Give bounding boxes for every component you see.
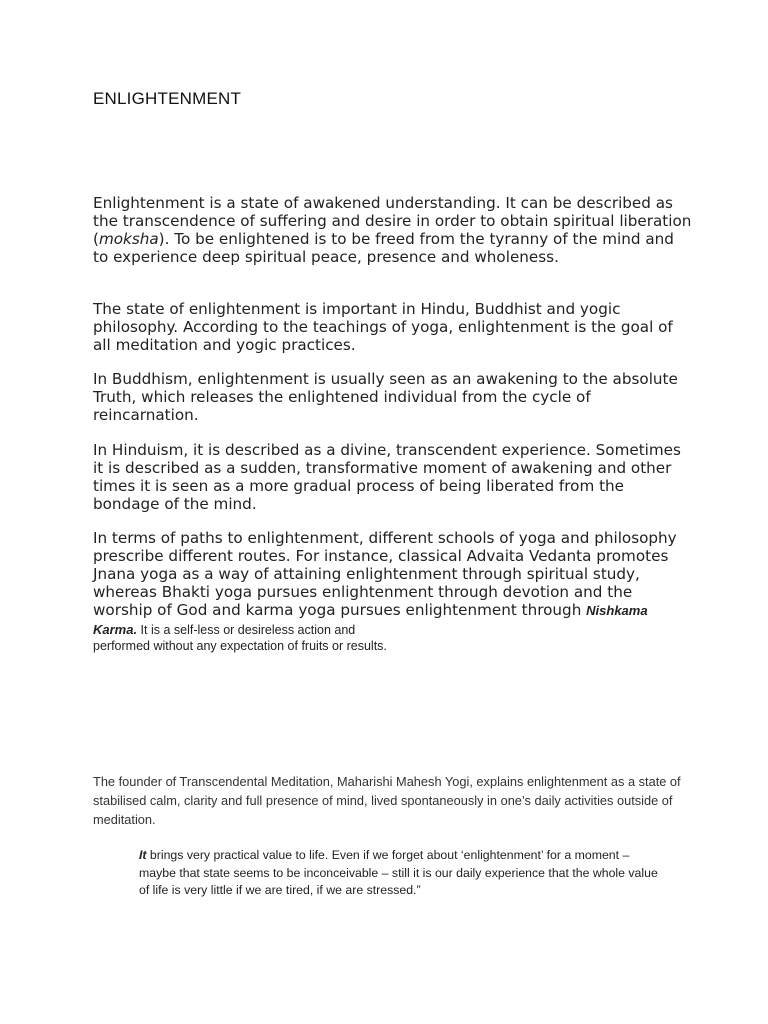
quote-block <box>139 847 659 900</box>
paragraph-definition-after: ). To be enlightened is to be freed from the tyranny of the mind and to experience deep spiritual peace, presence and wholeness. <box>93 230 674 266</box>
quote-text: brings very practical value to life. Even if we forget about ‘enlightenment’ for a moment – maybe that state seems to be inconceivable – still it is our daily experience that the whole value of life is very little if we are tired, if we are stressed.” <box>139 848 658 897</box>
paragraph-paths-main: In terms of paths to enlightenment, different schools of yoga and philosophy prescribe different routes. For instance, classical Advaita Vedanta promotes Jnana yoga as a way of attaining enlightenment through spiritual study, whereas Bhakti yoga pursues enlightenment through devotion and the worship of God and karma yoga pursues enlightenment through <box>93 529 677 619</box>
paragraph-importance: The state of enlightenment is important in Hindu, Buddhist and yogic philosophy. According to the teachings of yoga, enlightenment is the goal of all meditation and yogic practices. <box>93 300 673 354</box>
paragraph-definition-before: Enlightenment is a state of awakened understanding. It can be described as the transcendence of suffering and desire in order to obtain spiritual liberation ( <box>93 194 692 248</box>
paragraph-definition <box>93 194 693 266</box>
nishkama-karma-term: Nishkama Karma. <box>93 603 648 637</box>
paragraph-paths-tail-1: It is a self-less or desireless action and <box>137 623 356 637</box>
paragraph-founder: The founder of Transcendental Meditation, Maharishi Mahesh Yogi, explains enlightenment as a state of stabilised calm, clarity and full presence of mind, lived spontaneously in one’s daily activities outside of meditation. <box>93 774 681 827</box>
paragraph-hinduism: In Hinduism, it is described as a divine, transcendent experience. Sometimes it is described as a sudden, transformative moment of awakening and other times it is seen as a more gradual process of being liberated from the bondage of the mind. <box>93 441 681 513</box>
paragraph-paths <box>93 529 693 654</box>
page-title: ENLIGHTENMENT <box>93 89 242 108</box>
moksha-term: moksha <box>98 230 159 248</box>
paragraph-paths-tail-2: performed without any expectation of fruits or results. <box>93 639 387 653</box>
paragraph-buddhism: In Buddhism, enlightenment is usually seen as an awakening to the absolute Truth, which releases the enlightened individual from the cycle of reincarnation. <box>93 370 678 424</box>
quote-lead: It <box>139 848 147 862</box>
